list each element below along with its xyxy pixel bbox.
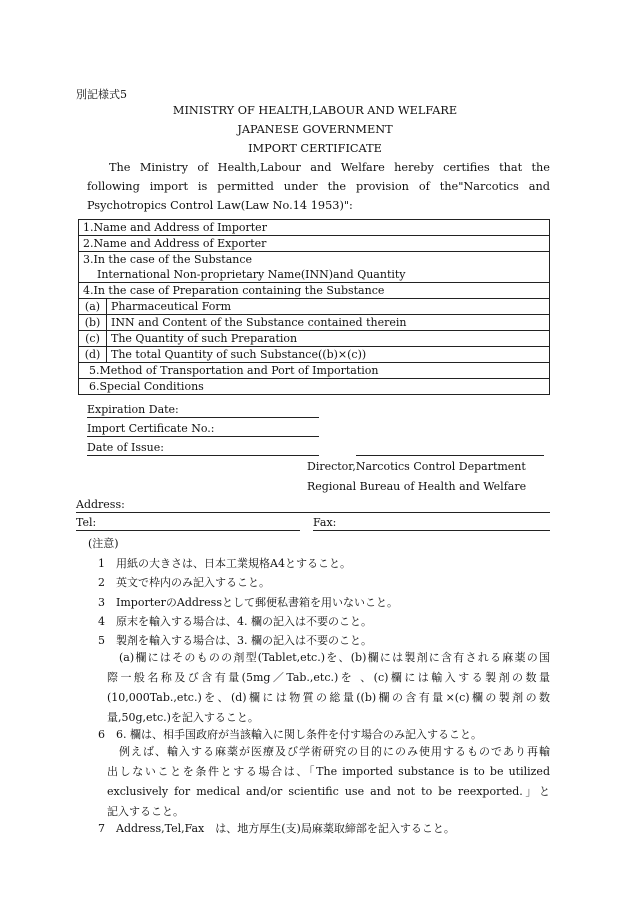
note-4: 4 原末を輸入する場合は、4. 欄の記入は不要のこと。 — [98, 615, 372, 628]
row-transportation: 5.Method of Transportation and Port of Importation — [79, 363, 550, 379]
row-importer: 1.Name and Address of Importer — [79, 220, 550, 236]
note-5-line-3: (10,000Tab.,etc.)を、(d)欄には物質の総量((b)欄の含有量×(c)欄の製剤の数 — [107, 691, 550, 704]
note-3: 3 ImporterのAddressとして郵便私書箱を用いないこと。 — [98, 596, 398, 609]
table-row — [79, 252, 550, 283]
form-number: 別記様式5 — [76, 88, 127, 101]
address-field[interactable]: Address: — [76, 498, 550, 513]
director-title: Director,Narcotics Control Department — [307, 460, 526, 473]
note-7: 7 Address,Tel,Fax は、地方厚生(支)局麻薬取締部を記入すること。 — [98, 822, 455, 835]
note-6-line-3: exclusively for medical and/or scientific use and not to be reexported.」と — [107, 785, 550, 798]
row-total-quantity: The total Quantity of such Substance((b)×(c)) — [107, 347, 550, 363]
note-6-line-1: 例えば、輸入する麻薬が医療及び学術研究の目的にのみ使用するものであり再輸 — [119, 745, 550, 758]
row-label-d: (d) — [79, 347, 107, 363]
row-preparation: 4.In the case of Preparation containing the Substance — [79, 283, 550, 299]
government-heading: JAPANESE GOVERNMENT — [237, 123, 393, 136]
fax-field[interactable]: Fax: — [313, 516, 550, 531]
notes-heading: (注意) — [88, 537, 119, 550]
note-5-line-4: 量,50g,etc.)を記入すること。 — [107, 711, 259, 724]
row-quantity-preparation: The Quantity of such Preparation — [107, 331, 550, 347]
table-row — [79, 315, 550, 331]
intro-line-3: Psychotropics Control Law(Law No.14 1953)": — [87, 199, 353, 212]
note-6: 6 6. 欄は、相手国政府が当該輸入に関し条件を付す場合のみ記入すること。 — [98, 728, 482, 741]
row-label-c: (c) — [79, 331, 107, 347]
certificate-number-field[interactable]: Import Certificate No.: — [87, 422, 319, 437]
note-5: 5 製剤を輸入する場合は、3. 欄の記入は不要のこと。 — [98, 634, 372, 647]
note-2: 2 英文で枠内のみ記入すること。 — [98, 576, 270, 589]
table-row — [79, 220, 550, 236]
row-exporter: 2.Name and Address of Exporter — [79, 236, 550, 252]
intro-line-1: The Ministry of Health,Labour and Welfare hereby certifies that the — [109, 161, 550, 174]
note-1: 1 用紙の大きさは、日本工業規格A4とすること。 — [98, 557, 351, 570]
note-5-line-2: 際一般名称及び含有量(5mg／Tab.,etc.)を 、(c)欄には輸入する製剤の数量 — [107, 671, 550, 684]
expiration-date-field[interactable]: Expiration Date: — [87, 403, 319, 418]
intro-line-2: following import is permitted under the provision of the"Narcotics and — [87, 180, 550, 193]
bureau-title: Regional Bureau of Health and Welfare — [307, 480, 527, 493]
row-label-a: (a) — [79, 299, 107, 315]
signature-line[interactable] — [356, 455, 544, 456]
table-row — [79, 379, 550, 395]
note-6-detail — [107, 742, 550, 822]
row-label-b: (b) — [79, 315, 107, 331]
table-row — [79, 363, 550, 379]
date-of-issue-field[interactable]: Date of Issue: — [87, 441, 319, 456]
row-substance-line-1: 3.In the case of the Substance — [83, 253, 253, 266]
certificate-form-table — [78, 219, 550, 395]
table-row — [79, 299, 550, 315]
row-inn-content: INN and Content of the Substance contained therein — [107, 315, 550, 331]
note-5-line-1: (a)欄にはそのものの剤型(Tablet,etc.)を、(b)欄には製剤に含有される麻薬の国 — [119, 651, 550, 664]
certificate-title: IMPORT CERTIFICATE — [248, 142, 382, 155]
note-6-line-2: 出しないことを条件とする場合は、「The imported substance is to be utilized — [107, 765, 550, 778]
intro-paragraph — [87, 158, 550, 215]
table-row — [79, 283, 550, 299]
table-row — [79, 331, 550, 347]
ministry-heading: MINISTRY OF HEALTH,LABOUR AND WELFARE — [172, 104, 458, 117]
row-substance — [79, 252, 550, 283]
table-row — [79, 347, 550, 363]
tel-field[interactable]: Tel: — [76, 516, 300, 531]
table-row — [79, 236, 550, 252]
row-pharmaceutical-form: Pharmaceutical Form — [107, 299, 550, 315]
row-special-conditions: 6.Special Conditions — [79, 379, 550, 395]
note-5-detail — [107, 648, 550, 728]
row-substance-line-2: International Non-proprietary Name(INN)and Quantity — [97, 268, 406, 281]
note-6-line-4: 記入すること。 — [107, 805, 184, 818]
